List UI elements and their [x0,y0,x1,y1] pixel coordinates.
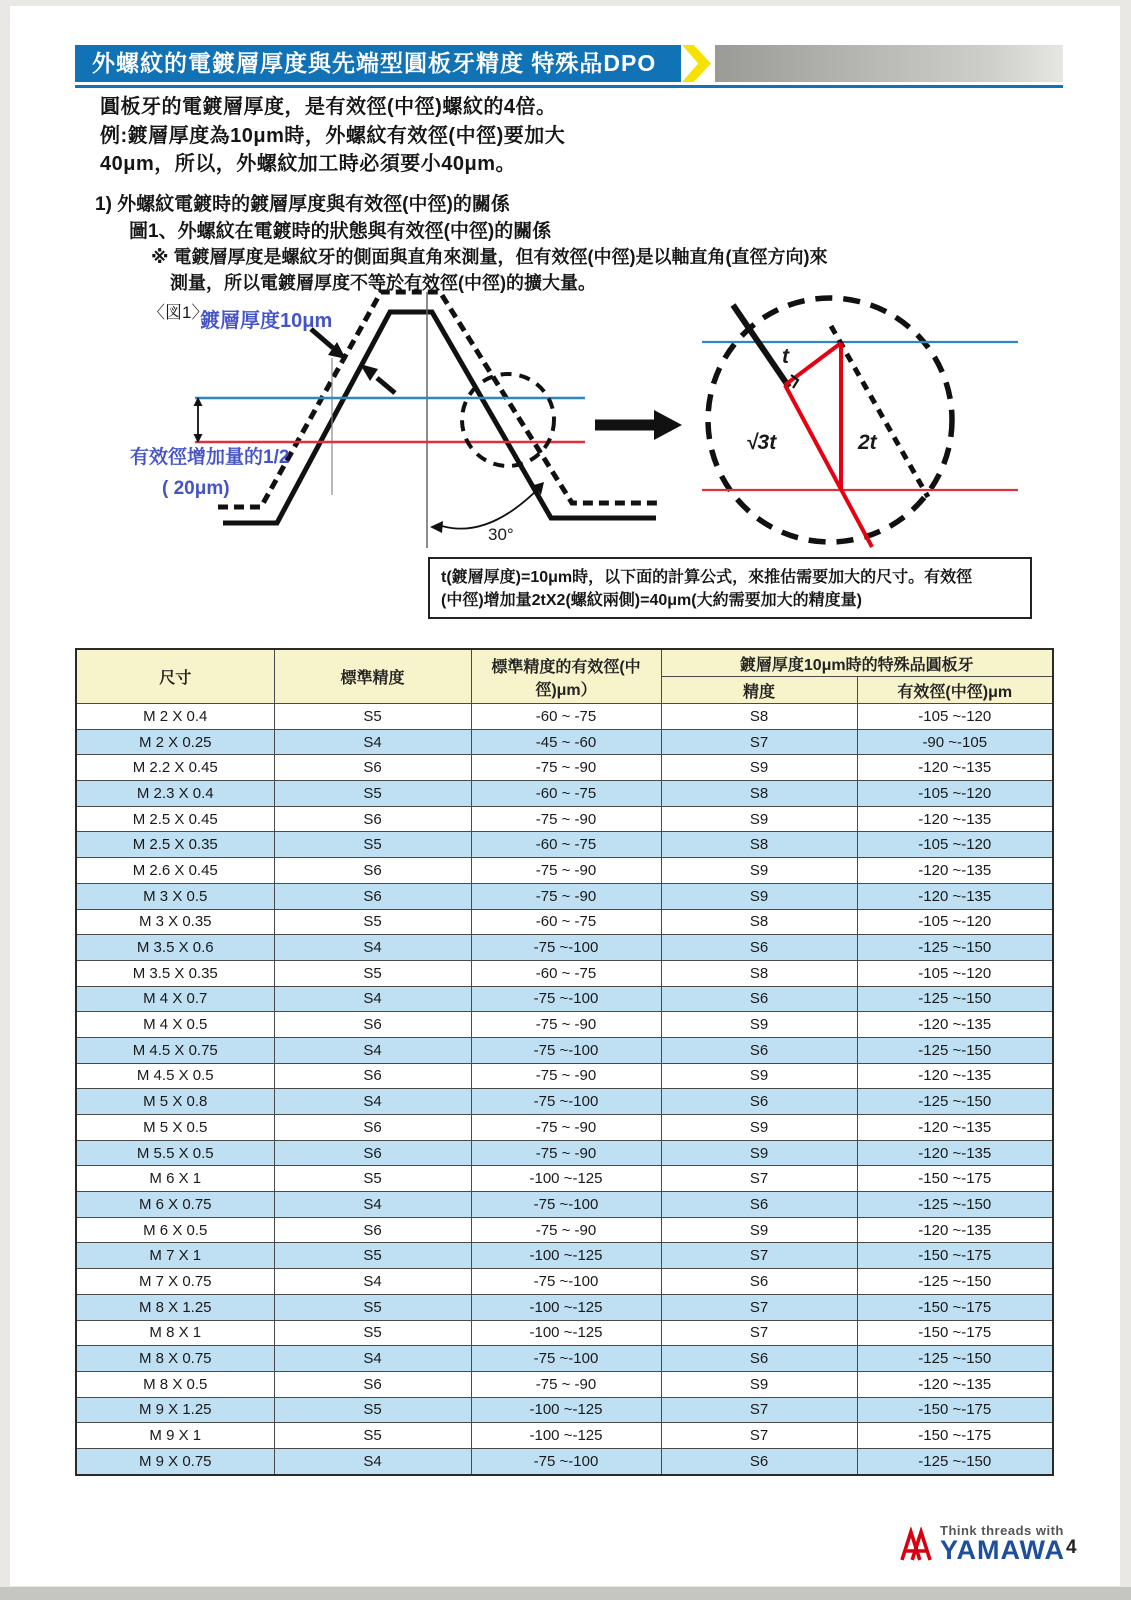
table-cell: S6 [274,1140,471,1166]
table-row [76,986,1053,1012]
col-header-size: 尺寸 [76,649,274,704]
table-cell: -75 ~-100 [471,1346,661,1372]
table-row [76,1320,1053,1346]
table-header [76,649,1053,704]
precision-table [75,648,1054,1476]
table-cell: S6 [661,1037,857,1063]
col-header-std-precision: 標準精度 [274,649,471,704]
table-cell: S9 [661,1115,857,1141]
intro-line: 例:鍍層厚度為10μm時，外螺紋有效徑(中徑)要加大 [100,124,566,147]
table-cell: -60 ~ -75 [471,832,661,858]
table-cell: -150 ~-175 [857,1320,1053,1346]
magnified-detail-diagram [702,298,1018,547]
table-cell: -105 ~-120 [857,960,1053,986]
table-cell: -150 ~-175 [857,1166,1053,1192]
table-cell: -100 ~-125 [471,1397,661,1423]
table-cell: S4 [274,729,471,755]
table-row [76,909,1053,935]
table-cell: S6 [661,935,857,961]
table-cell: -120 ~-135 [857,1115,1053,1141]
table-row [76,1448,1053,1474]
table-row [76,806,1053,832]
table-cell: S5 [274,1294,471,1320]
table-cell: -120 ~-135 [857,1371,1053,1397]
flank-plated-dashed-line [831,326,928,497]
table-cell: S6 [274,806,471,832]
table-cell: S4 [274,1037,471,1063]
table-cell: S8 [661,832,857,858]
table-cell: S6 [661,1448,857,1474]
table-row [76,1346,1053,1372]
table-cell: -45 ~ -60 [471,729,661,755]
table-row [76,1243,1053,1269]
table-cell: M 8 X 0.5 [76,1371,274,1397]
table-cell: -75 ~ -90 [471,883,661,909]
table-cell: S5 [274,704,471,730]
table-cell: -150 ~-175 [857,1397,1053,1423]
table-cell: S5 [274,1397,471,1423]
table-row [76,1294,1053,1320]
table-cell: S6 [274,755,471,781]
page-title-bar [75,45,681,82]
table-cell: S7 [661,1397,857,1423]
table-cell: -120 ~-135 [857,1140,1053,1166]
table-cell: M 9 X 1.25 [76,1397,274,1423]
table-cell: M 7 X 0.75 [76,1269,274,1295]
magnify-arrowhead [654,410,682,440]
table-cell: S4 [274,935,471,961]
table-cell: S5 [274,1243,471,1269]
table-cell: -60 ~ -75 [471,781,661,807]
table-cell: M 5 X 0.8 [76,1089,274,1115]
table-cell: M 5 X 0.5 [76,1115,274,1141]
measurement-note-line1: ※ 電鍍層厚度是螺紋牙的側面與直角來測量，但有效徑(中徑)是以軸直角(直徑方向)來 [151,247,828,267]
table-cell: M 4 X 0.7 [76,986,274,1012]
page-header-banner [75,45,1063,89]
table-cell: M 2.5 X 0.45 [76,806,274,832]
table-cell: -100 ~-125 [471,1294,661,1320]
flank-pointer-arrowhead [360,364,378,381]
table-cell: -75 ~-100 [471,1089,661,1115]
table-cell: -105 ~-120 [857,704,1053,730]
table-row [76,1089,1053,1115]
table-cell: S9 [661,755,857,781]
table-cell: S9 [661,1217,857,1243]
table-cell: S4 [274,1346,471,1372]
t-label: t [782,345,789,368]
table-cell: S8 [661,960,857,986]
table-cell: -100 ~-125 [471,1320,661,1346]
table-cell: -75 ~ -90 [471,1371,661,1397]
table-cell: S6 [274,1217,471,1243]
table-cell: -100 ~-125 [471,1423,661,1449]
table-cell: S6 [661,1192,857,1218]
table-cell: S9 [661,1063,857,1089]
table-cell: -150 ~-175 [857,1294,1053,1320]
intro-line: 40μm，所以，外螺紋加工時必須要小40μm。 [100,153,517,175]
table-row [76,1397,1053,1423]
thread-profile-solid-line [223,312,656,523]
table-cell: M 4.5 X 0.75 [76,1037,274,1063]
table-cell: M 6 X 1 [76,1166,274,1192]
table-row [76,1269,1053,1295]
table-cell: S5 [274,1423,471,1449]
table-cell: -75 ~ -90 [471,755,661,781]
table-cell: S9 [661,858,857,884]
table-cell: S6 [274,858,471,884]
table-cell: -75 ~ -90 [471,1063,661,1089]
table-cell: S9 [661,1371,857,1397]
table-row [76,729,1053,755]
table-cell: M 8 X 0.75 [76,1346,274,1372]
table-cell: M 8 X 1 [76,1320,274,1346]
page-title: 外螺紋的電鍍層厚度與先端型圓板牙精度 特殊品DPO [92,50,657,76]
table-cell: M 4.5 X 0.5 [76,1063,274,1089]
table-cell: S5 [274,781,471,807]
brand-tagline: Think threads with [940,1523,1064,1538]
formula-line2: (中徑)增加量2tX2(螺紋兩側)=40μm(大約需要加大的精度量) [441,592,862,609]
table-row [76,883,1053,909]
table-cell: S6 [274,883,471,909]
col-header-std-pitch-dia: 標準精度的有效徑(中徑)μm） [471,649,661,704]
table-cell: -120 ~-135 [857,1063,1053,1089]
scan-edge-band [0,1587,1131,1600]
table-cell: -75 ~ -90 [471,858,661,884]
table-cell: M 8 X 1.25 [76,1294,274,1320]
table-cell: -105 ~-120 [857,781,1053,807]
figure-1-caption: 圖1、外螺紋在電鍍時的狀態與有效徑(中徑)的關係 [129,221,552,242]
table-cell: M 3 X 0.35 [76,909,274,935]
col-header-sp-pitch-dia: 有效徑(中徑)μm [857,677,1053,704]
brand-wordmark: YAMAWA [940,1535,1066,1565]
table-cell: S6 [661,986,857,1012]
table-row [76,1140,1053,1166]
table-cell: S7 [661,1320,857,1346]
table-cell: S6 [661,1269,857,1295]
table-cell: -75 ~-100 [471,986,661,1012]
table-row [76,1217,1053,1243]
table-cell: M 9 X 1 [76,1423,274,1449]
table-cell: M 2.5 X 0.35 [76,832,274,858]
table-cell: S5 [274,1166,471,1192]
triangle-side-sqrt3t [785,385,872,547]
table-cell: -75 ~ -90 [471,1140,661,1166]
brand-lockup [940,1523,1065,1563]
table-cell: -100 ~-125 [471,1166,661,1192]
table-cell: -120 ~-135 [857,806,1053,832]
chevron-right-icon [682,45,711,82]
table-cell: S6 [661,1346,857,1372]
table-cell: -75 ~ -90 [471,1115,661,1141]
table-cell: M 2.2 X 0.45 [76,755,274,781]
table-cell: M 5.5 X 0.5 [76,1140,274,1166]
flank-solid-line [733,305,789,387]
angle-label: 30° [488,525,514,544]
table-cell: -125 ~-150 [857,986,1053,1012]
table-row [76,704,1053,730]
table-row [76,755,1053,781]
table-row [76,935,1053,961]
half-increase-label: 有效徑增加量的1/2 [130,447,290,468]
table-body [76,704,1053,1475]
table-cell: S6 [274,1115,471,1141]
table-row [76,1063,1053,1089]
table-cell: M 9 X 0.75 [76,1448,274,1474]
table-cell: S8 [661,781,857,807]
figure-number-label: 〈図1〉 [148,303,209,322]
table-cell: -75 ~ -90 [471,806,661,832]
table-cell: S8 [661,909,857,935]
table-row [76,1371,1053,1397]
table-row [76,1115,1053,1141]
table-cell: -75 ~ -90 [471,1217,661,1243]
intro-paragraph [100,93,565,179]
table-cell: -75 ~-100 [471,1448,661,1474]
table-cell: M 2 X 0.25 [76,729,274,755]
table-cell: -75 ~-100 [471,1269,661,1295]
table-cell: S7 [661,1243,857,1269]
table-cell: S4 [274,1089,471,1115]
table-cell: -75 ~-100 [471,1192,661,1218]
page-number: 4 [1066,1537,1077,1558]
table-cell: -60 ~ -75 [471,909,661,935]
table-cell: S8 [661,704,857,730]
table-cell: S5 [274,1320,471,1346]
table-cell: S5 [274,960,471,986]
table-cell: M 4 X 0.5 [76,1012,274,1038]
table-cell: S4 [274,1269,471,1295]
2t-label: 2t [858,431,877,454]
table-cell: M 7 X 1 [76,1243,274,1269]
measurement-note-line2: 測量，所以電鍍層厚度不等於有效徑(中徑)的擴大量。 [170,273,596,293]
angle-arc-arrow [442,488,539,529]
table-cell: -75 ~-100 [471,935,661,961]
table-row [76,1037,1053,1063]
table-cell: S6 [274,1371,471,1397]
table-cell: -125 ~-150 [857,1448,1053,1474]
table-cell: M 2 X 0.4 [76,704,274,730]
table-cell: -75 ~-100 [471,1037,661,1063]
formula-line1: t(鍍層厚度)=10μm時，以下面的計算公式，來推估需要加大的尺寸。有效徑 [441,569,973,586]
table-cell: -60 ~ -75 [471,704,661,730]
col-header-group: 鍍層厚度10μm時的特殊品圓板牙 [661,649,1053,677]
table-cell: -125 ~-150 [857,1037,1053,1063]
table-cell: S6 [274,1063,471,1089]
table-cell: S4 [274,1192,471,1218]
table-cell: -125 ~-150 [857,935,1053,961]
table-cell: S9 [661,1012,857,1038]
arc-arrowhead-left [430,521,443,533]
table-cell: -105 ~-120 [857,909,1053,935]
table-cell: -150 ~-175 [857,1243,1053,1269]
table-cell: M 6 X 0.75 [76,1192,274,1218]
table-cell: -120 ~-135 [857,883,1053,909]
table-cell: -105 ~-120 [857,832,1053,858]
plating-thickness-label: 鍍層厚度10μm [200,310,333,332]
col-header-sp-precision: 精度 [661,677,857,704]
table-cell: -90 ~-105 [857,729,1053,755]
table-cell: S6 [661,1089,857,1115]
table-cell: S7 [661,1294,857,1320]
table-row [76,1166,1053,1192]
flank-pointer-arrow [377,378,395,393]
magnified-circle [708,298,952,542]
table-cell: M 6 X 0.5 [76,1217,274,1243]
table-cell: -125 ~-150 [857,1089,1053,1115]
table-cell: S6 [274,1012,471,1038]
table-row [76,1192,1053,1218]
table-cell: S7 [661,1423,857,1449]
table-cell: M 2.6 X 0.45 [76,858,274,884]
table-row [76,858,1053,884]
table-row [76,832,1053,858]
section-1-heading: 1) 外螺紋電鍍時的鍍層厚度與有效徑(中徑)的關係 [95,194,510,215]
formula-note-box [428,557,1032,619]
table-cell: -125 ~-150 [857,1346,1053,1372]
table-cell: S5 [274,832,471,858]
half-increase-value: ( 20μm) [162,478,230,499]
table-cell: -100 ~-125 [471,1243,661,1269]
table-cell: S9 [661,883,857,909]
table-row [76,960,1053,986]
table-cell: -125 ~-150 [857,1192,1053,1218]
table-cell: S9 [661,806,857,832]
table-cell: S7 [661,1166,857,1192]
table-cell: M 3.5 X 0.6 [76,935,274,961]
yamawa-logo-mark-icon [899,1527,933,1564]
table-cell: M 2.3 X 0.4 [76,781,274,807]
table-cell: -120 ~-135 [857,755,1053,781]
table-cell: -125 ~-150 [857,1269,1053,1295]
header-underline [75,85,1063,88]
table-cell: -60 ~ -75 [471,960,661,986]
table-row [76,1012,1053,1038]
table-row [76,781,1053,807]
table-cell: -120 ~-135 [857,1217,1053,1243]
table-cell: -120 ~-135 [857,858,1053,884]
triangle-side-t [785,343,841,385]
table-cell: -120 ~-135 [857,1012,1053,1038]
table-cell: M 3 X 0.5 [76,883,274,909]
table-cell: M 3.5 X 0.35 [76,960,274,986]
table-cell: S4 [274,1448,471,1474]
sqrt3t-label: √3t [746,431,777,454]
table-cell: S9 [661,1140,857,1166]
figure-1-diagram [90,285,1065,555]
table-cell: S7 [661,729,857,755]
intro-line: 圓板牙的電鍍層厚度，是有效徑(中徑)螺紋的4倍。 [100,96,557,118]
table-cell: -75 ~ -90 [471,1012,661,1038]
table-cell: S5 [274,909,471,935]
table-row [76,1423,1053,1449]
table-cell: S4 [274,986,471,1012]
header-gray-bar [715,45,1063,82]
table-cell: -150 ~-175 [857,1423,1053,1449]
